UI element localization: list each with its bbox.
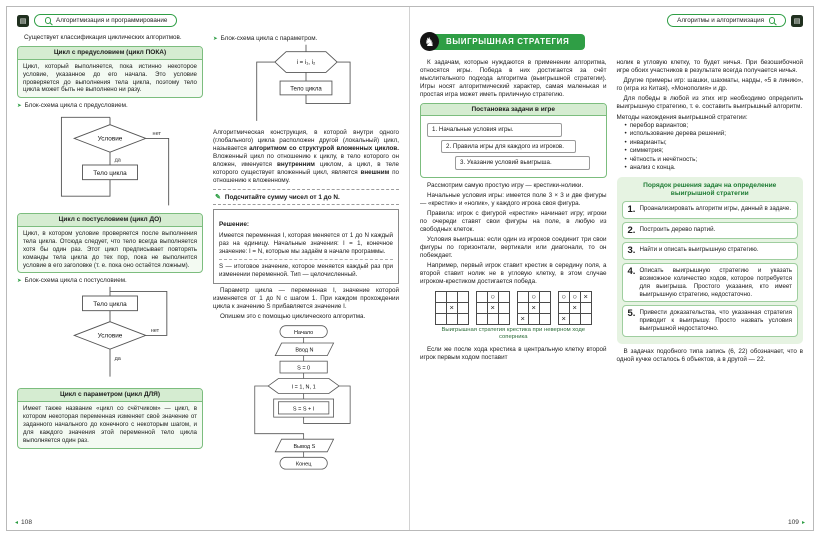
search-icon [768,17,776,25]
flowchart-sum-algorithm [213,323,399,475]
order-step-2: 2. Построить дерево партий. [622,222,799,240]
method-item: • перебор вариантов; [617,122,804,131]
running-head-left [17,14,399,27]
publisher-logo-icon: ▤ [791,15,803,27]
tictactoe-grid-3: ○ × × [517,291,551,325]
nested-loops-paragraph: Алгоритмическая конструкция, в которой внутри одного (глобального) цикла расположен другой (локальный) цикл, называется алгоритмом со структурой вложенных циклов. Вложенный цикл по отношению к циклу, в тело которого он вложен, именуется внутренним циклом, а цикл, в теле которого существует вложенный цикл, является внешним по отношению к вложенному. [213,129,400,184]
initial-conditions: Начальные условия игры: имеется поле 3 × 3 и две фигуры — «крестик» и «нолик», у каждого игрока своя фигура. [420,192,607,208]
other-games: Другие примеры игр: шашки, шахматы, нарды, «5 в линию», го (игра из Китая), «Монополия» и др. [616,76,803,92]
no-label: нет [152,131,161,138]
input-label: Ввод N [295,347,314,354]
running-head-right [420,14,803,27]
consider-paragraph: Рассмотрим самую простую игру — крестики-нолики. [427,182,584,190]
tictactoe-grid-2: ○ × [476,291,510,325]
cond-label: Условие [97,333,123,341]
final-note: В задачах подобного типа запись (6, 22) обозначает, что в одной кучке осталось 6 объектов, а в другой — 22. [616,348,803,363]
chapter-pill [667,14,786,27]
methods-title: Методы нахождения выигрышной стратегии: [616,113,748,121]
cycle-box-body: Цикл, который выполняется, пока истинно некоторое условие, указанное до его начала. Это условие проверяется до выполнения тела цикла, поэтому тело цикла может быть не выполнено ни разу. [23,62,197,94]
loop-body-label: S = S + I [292,406,315,413]
solution-box [213,209,399,284]
dashed-divider [219,259,393,260]
flowchart-precondition [17,110,203,209]
body-label: Тело цикла [93,170,127,178]
chapter-pill [34,14,177,27]
method-item: • чётность и нечётность; [617,156,804,165]
method-item: • анализ с конца. [617,164,804,173]
yes-label: да [114,356,121,363]
setup-step-3: 3. Указание условий выигрыша. [455,156,590,170]
flowchart-precondition-svg [41,110,179,209]
no-label: нет [150,328,160,335]
caption-post: ➤ Блок-схема цикла с постусловием. [17,277,203,284]
book-spread [6,6,814,531]
cycle-box-post [17,213,203,273]
setup-box [420,103,607,178]
cycle-box-title: Цикл с предусловием (цикл ПОКА) [18,47,202,60]
win-conditions: Условия выигрыша: если один из игроков соединит три свои фигуры по горизонтали, вертикали или диагонали, то он побеждает. [420,236,607,260]
page-marker-icon: ◂ [15,520,19,526]
flowchart-postcondition-svg [41,285,179,384]
order-box [617,177,804,344]
search-icon [44,17,52,25]
continue-paragraph-1: Если же после хода крестика в центральную клетку второй игрок первым ходом поставит [420,345,607,361]
page-number-right: 109 ▸ [787,519,805,526]
flowchart-postcondition [17,285,203,384]
chapter-title: Алгоритмизация и программирование [56,17,168,24]
body-label: Тело цикла [93,301,127,309]
cycle-box-pre [17,46,203,98]
order-step-4: 4. Описать выигрышную стратегию и указать возможное количество ходов, которое потребуется для выигрыша. Простого указания, кто имеет выигрышную стратегию, недостаточно. [622,263,799,303]
left-col-1 [17,32,203,478]
cycle-box-body: Цикл, в котором условие проверяется после выполнения тела цикла. Отсюда следует, что тело всегда выполняется хотя бы один раз. Этот цикл предписывает повторять команды тела цикла до тех пор, пока не выполнится условие в его заголовке (т. е. пока оно остаётся ложным). [23,230,197,269]
start-label: Начало [294,330,314,337]
cycle-box-title: Цикл с постусловием (цикл ДО) [18,214,202,227]
left-col-2 [213,32,399,478]
page-number-left: ◂ 108 [15,519,33,526]
output-label: Вывод S [293,444,316,451]
body-label: Тело цикла [290,86,322,93]
right-col-2 [617,57,804,366]
method-item: • использование дерева решений; [617,130,804,139]
solution-p1: Имеется переменная I, которая меняется от 1 до N каждый раз на единицу. Начальные значения: I = 1, конечное значение: I = N, которые мы задаём в начале программы. [219,232,393,256]
example-paragraph: Например, первый игрок ставит крестик в середину поля, а второй ставит нолик не в угловую клетку, в этом случае игроком-крестиком достигается победа. [420,262,607,285]
loop-head-label: I = 1, N, 1 [291,384,316,391]
method-item: • инварианты; [617,139,804,148]
task-text: Подсчитайте сумму чисел от 1 до N. [224,193,340,201]
setup-step-2: 2. Правила игры для каждого из игроков. [441,140,576,154]
cond-label: Условие [97,135,123,143]
cycle-box-param [17,388,203,448]
page-marker-icon: ▸ [801,520,805,526]
strategy-intro: К задачам, которые нуждаются в применении алгоритма, относятся игры. Победа в них достигается за счёт мыслительного подхода алгоритма (выигрышной стратегии). Игры носят алгоритмический характер, самая маленькая и простая игра может иметь приличную стратегию. [420,59,607,98]
init-label: S = 0 [297,365,311,372]
order-step-3: 3. Найти и описать выигрышную стратегию. [622,242,799,260]
after-solution-1: Параметр цикла — переменная I, значение которой изменяется от 1 до N с шагом 1. При каждом прохождении цикла к значению S прибавляется значение I. [213,287,399,311]
figure-caption: Выигрышная стратегия крестика при неверном ходе соперника [441,326,586,341]
order-title: Порядок решения задач на определение выигрышной стратегии [643,181,777,198]
intro-paragraph: Существует классификация циклических алгоритмов. [24,34,182,41]
method-item: • симметрия; [617,147,804,156]
tictactoe-grid-1: × [435,291,469,325]
yes-label: да [114,157,121,164]
pencil-icon: ✎ [215,193,221,201]
publisher-logo-icon: ▤ [17,15,29,27]
caption-pre: ➤ Блок-схема цикла с предусловием. [17,102,203,109]
solution-p2: S — итоговое значение, которое меняется каждый раз при изменении переменной. Тип — целочисленный. [219,263,393,278]
page-left [7,7,410,530]
page-right [410,7,813,530]
section-title: ВЫИГРЫШНАЯ СТРАТЕГИЯ [428,34,585,50]
task-strip [213,189,399,205]
order-step-1: 1. Проанализировать алгоритм игры, данный в задаче. [622,201,799,219]
solution-title: Решение: [219,220,250,228]
order-step-5: 5. Привести доказательства, что указанная стратегия приводит к выигрышу. Просто назвать условия выигрышной недостаточно. [622,305,799,337]
flowchart-parameter [213,43,399,126]
section-badge [420,32,803,51]
flowchart-parameter-svg [241,43,371,126]
continue-paragraph-2: нолик в угловую клетку, то будет ничья. При безошибочной игре обоих участников в результате всегда получается ничья. [616,59,803,74]
tictactoe-figure [420,291,607,325]
end-label: Конец [295,461,312,468]
after-solution-2: Опишем это с помощью циклического алгоритма. [220,313,366,321]
caption-param: ➤ Блок-схема цикла с параметром. [213,35,399,42]
setup-step-1: 1. Начальные условия игры. [427,123,562,137]
cycle-box-body: Имеет также название «цикл со счётчиком» — цикл, в котором некоторая переменная изменяет своё значение от заданного начального до конечного с некоторым шагом, и для каждого значения этой переменной тело цикла выполняется один раз. [23,405,197,444]
knight-icon: ♞ [420,32,439,51]
tictactoe-grid-4: ○ ○ × × × [558,291,592,325]
setup-title: Постановка задачи в игре [421,104,606,116]
need-strategy: Для победы в любой из этих игр необходимо определить выигрышную стратегию, т. е. составить выигрышный алгоритм. [616,94,803,110]
cycle-box-title: Цикл с параметром (цикл ДЛЯ) [18,389,202,402]
rules-paragraph: Правила: игрок с фигурой «крестик» начинает игру; игроки по очереди ставят свои фигуры на поле, в любую из свободных клеток. [420,210,607,234]
param-head-label: i = i₁, i₂ [296,60,316,67]
right-col-1 [420,57,607,366]
chapter-title: Алгоритмы и алгоритмизация [677,17,764,24]
flowchart-sum-svg [239,323,373,475]
